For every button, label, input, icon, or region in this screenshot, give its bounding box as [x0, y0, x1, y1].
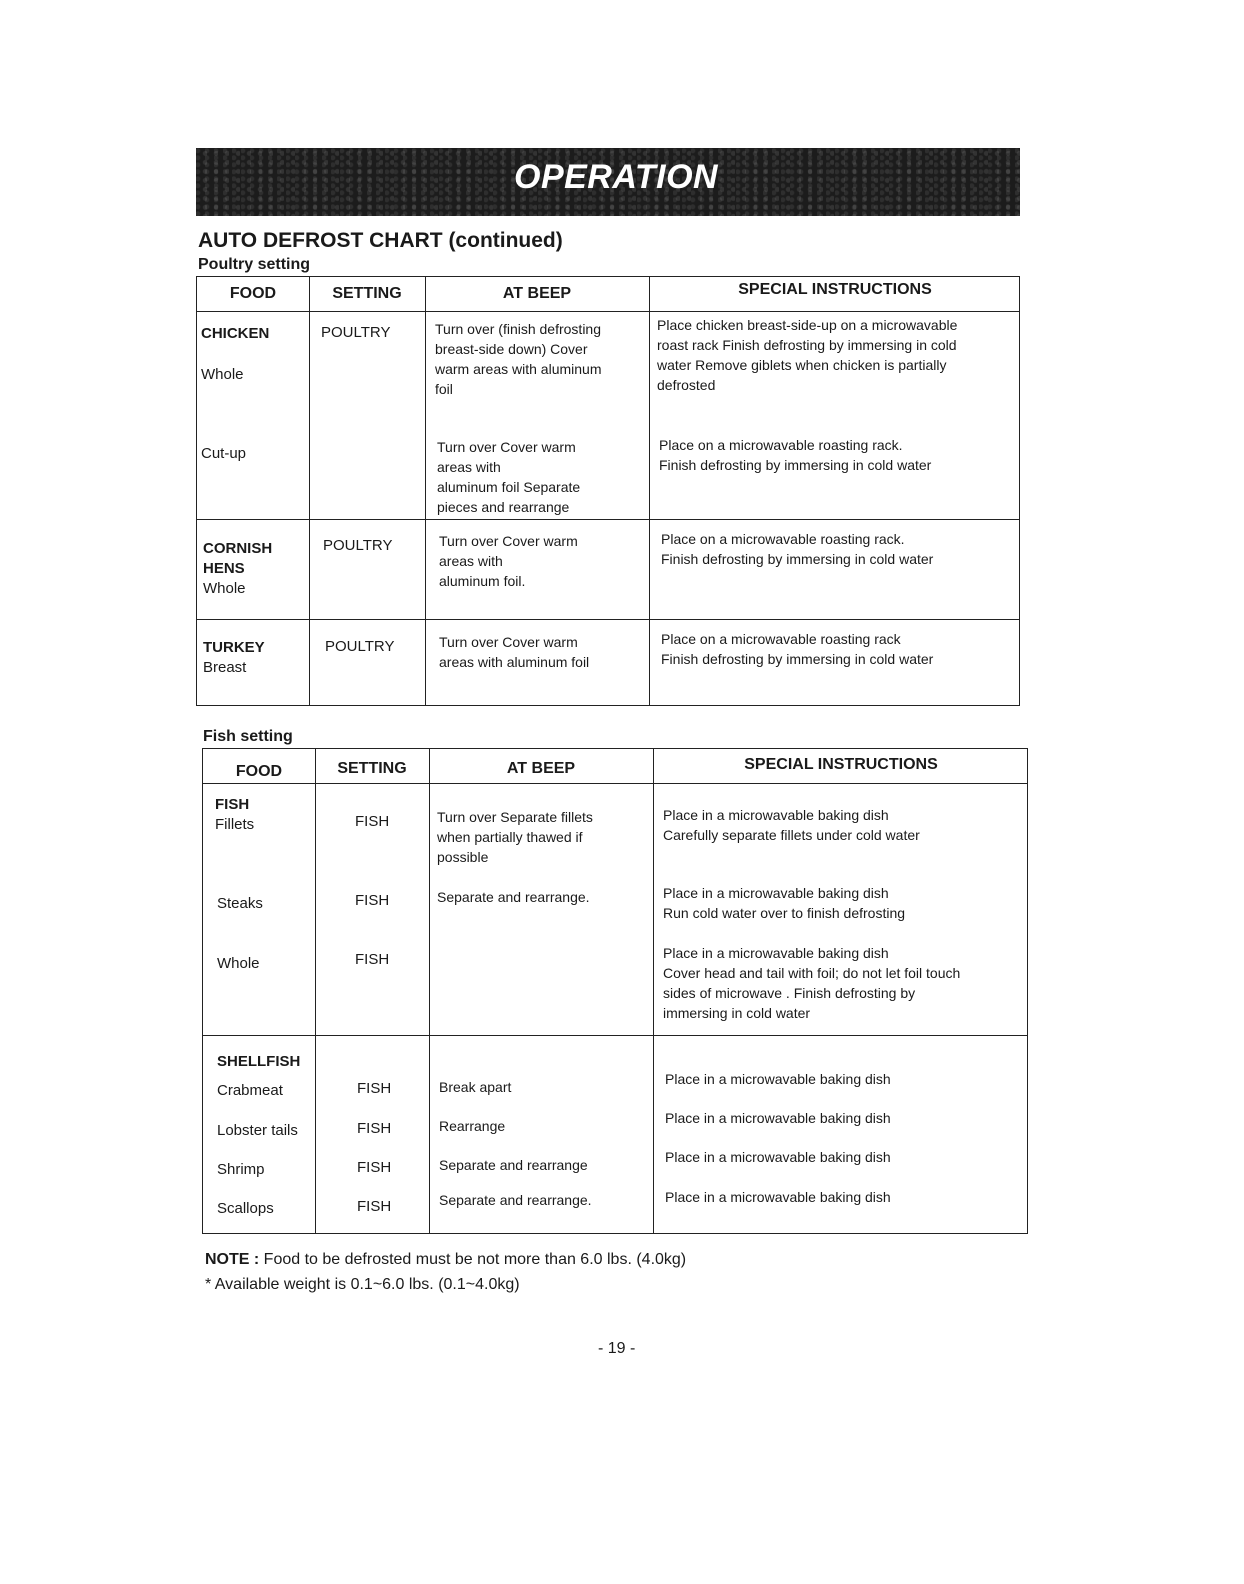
food-turkey: [203, 638, 265, 678]
setting-chicken: POULTRY: [321, 324, 391, 341]
special-cornish-hens: [661, 529, 933, 569]
text-line: pieces and rearrange: [437, 499, 570, 515]
text-line: Turn over Cover warm: [439, 634, 578, 650]
setting-turkey: POULTRY: [325, 638, 395, 655]
poultry-section-label: Poultry setting: [198, 256, 311, 273]
special-lobster-tails: Place in a microwavable baking dish: [665, 1110, 891, 1126]
beep-chicken-cutup: [437, 437, 580, 517]
special-fish-whole: [663, 943, 960, 1023]
setting-fish-fillets: FISH: [355, 813, 390, 830]
text-line: roast rack Finish defrosting by immersing in cold: [657, 337, 957, 353]
text-line: immersing in cold water: [663, 1005, 811, 1021]
text-line: Run cold water over to finish defrosting: [663, 905, 906, 921]
operation-banner: [196, 148, 1020, 216]
text-line: foil: [435, 381, 453, 397]
food-cornish-hens: [203, 539, 272, 599]
text-line: breast-side down) Cover: [435, 341, 588, 357]
column-divider: [315, 749, 316, 1233]
food-shrimp: Shrimp: [217, 1161, 265, 1178]
row-divider: [197, 619, 1019, 620]
special-chicken-whole: [657, 315, 957, 395]
text-line: aluminum foil Separate: [437, 479, 581, 495]
setting-scallops: FISH: [357, 1198, 392, 1215]
column-divider: [429, 749, 430, 1233]
text-line: areas with: [437, 459, 501, 475]
header-special-instructions: SPECIAL INSTRUCTIONS: [744, 756, 938, 773]
beep-shrimp: Separate and rearrange: [439, 1157, 588, 1173]
note-available-weight: * Available weight is 0.1~6.0 lbs. (0.1~4.0kg): [205, 1276, 520, 1293]
text-line: Turn over (finish defrosting: [435, 321, 601, 337]
text-line: Finish defrosting by immersing in cold water: [659, 457, 932, 473]
text-line: Place chicken breast-side-up on a microwavable: [657, 317, 958, 333]
beep-lobster-tails: Rearrange: [439, 1118, 506, 1134]
text-line: Fillets: [215, 816, 255, 833]
row-divider: [203, 1035, 1027, 1036]
setting-lobster-tails: FISH: [357, 1120, 392, 1137]
special-turkey: [661, 629, 933, 669]
text-line: Place on a microwavable roasting rack.: [659, 437, 903, 453]
banner-title: OPERATION: [514, 158, 719, 196]
beep-scallops: Separate and rearrange.: [439, 1192, 592, 1208]
header-setting: SETTING: [337, 760, 407, 777]
beep-fish-steaks: Separate and rearrange.: [437, 889, 590, 905]
header-food: FOOD: [229, 285, 277, 302]
text-line: FISH: [215, 796, 250, 813]
header-divider: [197, 311, 1019, 312]
text-line: Carefully separate fillets under cold water: [663, 827, 920, 843]
text-line: CORNISH: [203, 540, 273, 557]
beep-cornish-hens: [439, 531, 578, 591]
food-fish: [215, 795, 254, 835]
text-line: Place on a microwavable roasting rack.: [661, 531, 905, 547]
food-chicken: CHICKEN: [201, 325, 270, 342]
special-scallops: Place in a microwavable baking dish: [665, 1189, 891, 1205]
fish-section-label: Fish setting: [203, 728, 293, 745]
text-line: warm areas with aluminum: [435, 361, 602, 377]
text-line: Place in a microwavable baking dish: [663, 807, 889, 823]
food-chicken-whole: Whole: [201, 366, 244, 383]
special-crabmeat: Place in a microwavable baking dish: [665, 1071, 891, 1087]
text-line: Place on a microwavable roasting rack: [661, 631, 901, 647]
special-chicken-cutup: [659, 435, 931, 475]
setting-fish-steaks: FISH: [355, 892, 390, 909]
poultry-table: [196, 276, 1020, 706]
beep-crabmeat: Break apart: [439, 1079, 512, 1095]
header-food: FOOD: [235, 763, 283, 780]
food-crabmeat: Crabmeat: [217, 1082, 283, 1099]
beep-fish-fillets: [437, 807, 593, 867]
special-fish-fillets: [663, 805, 920, 845]
special-shrimp: Place in a microwavable baking dish: [665, 1149, 891, 1165]
column-divider: [649, 277, 650, 705]
column-divider: [653, 749, 654, 1233]
page-number: - 19 -: [598, 1340, 636, 1357]
note-text: Food to be defrosted must be not more than 6.0 lbs. (4.0kg): [263, 1251, 687, 1268]
food-fish-whole: Whole: [217, 955, 260, 972]
special-fish-steaks: [663, 883, 905, 923]
setting-cornish-hens: POULTRY: [323, 537, 393, 554]
food-scallops: Scallops: [217, 1200, 274, 1217]
fish-table: [202, 748, 1028, 1234]
text-line: HENS: [203, 560, 245, 577]
text-line: Finish defrosting by immersing in cold water: [661, 551, 934, 567]
text-line: Cover head and tail with foil; do not let foil touch: [663, 965, 961, 981]
text-line: Place in a microwavable baking dish: [663, 945, 889, 961]
food-shellfish: SHELLFISH: [217, 1053, 301, 1070]
text-line: Turn over Cover warm: [439, 533, 578, 549]
header-at-beep: AT BEEP: [506, 760, 576, 777]
setting-crabmeat: FISH: [357, 1080, 392, 1097]
chart-title: AUTO DEFROST CHART (continued): [198, 229, 563, 252]
setting-fish-whole: FISH: [355, 951, 390, 968]
text-line: areas with: [439, 553, 503, 569]
row-divider: [197, 519, 1019, 520]
header-setting: SETTING: [332, 285, 402, 302]
text-line: defrosted: [657, 377, 716, 393]
text-line: Turn over Separate fillets: [437, 809, 593, 825]
text-line: sides of microwave . Finish defrosting by: [663, 985, 916, 1001]
beep-chicken-whole: [435, 319, 602, 399]
food-chicken-cutup: Cut-up: [201, 445, 247, 462]
text-line: when partially thawed if: [437, 829, 583, 845]
column-divider: [425, 277, 426, 705]
text-line: Whole: [203, 580, 246, 597]
beep-turkey: [439, 632, 589, 672]
column-divider: [309, 277, 310, 705]
note-prefix: NOTE :: [205, 1251, 260, 1268]
header-at-beep: AT BEEP: [502, 285, 572, 302]
text-line: Finish defrosting by immersing in cold water: [661, 651, 934, 667]
setting-shrimp: FISH: [357, 1159, 392, 1176]
text-line: aluminum foil.: [439, 573, 526, 589]
note-line: [205, 1251, 686, 1269]
text-line: possible: [437, 849, 489, 865]
text-line: areas with aluminum foil: [439, 654, 590, 670]
text-line: Place in a microwavable baking dish: [663, 885, 889, 901]
text-line: water Remove giblets when chicken is partially: [657, 357, 947, 373]
text-line: Breast: [203, 659, 247, 676]
header-divider: [203, 783, 1027, 784]
header-special-instructions: SPECIAL INSTRUCTIONS: [738, 281, 932, 298]
food-fish-steaks: Steaks: [217, 895, 263, 912]
text-line: TURKEY: [203, 639, 265, 656]
text-line: Turn over Cover warm: [437, 439, 576, 455]
food-lobster-tails: Lobster tails: [217, 1122, 298, 1139]
